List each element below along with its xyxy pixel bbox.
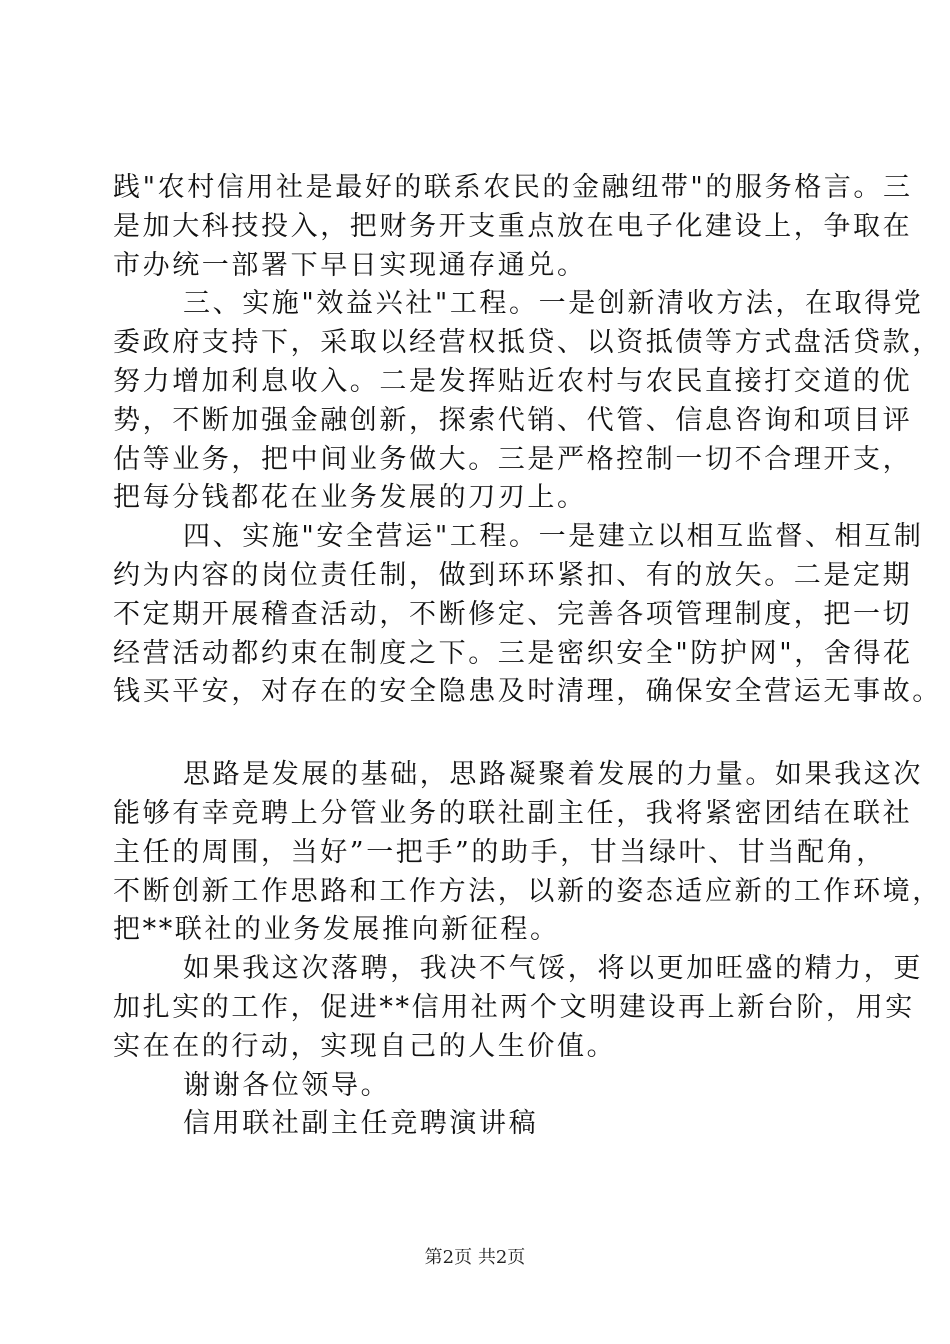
text-line: 主任的周围，当好”一把手”的助手，甘当绿叶、甘当配角，: [113, 836, 886, 868]
text-line: 是加大科技投入，把财务开支重点放在电子化建设上，争取在: [113, 210, 913, 242]
closing-thanks: 谢谢各位领导。: [183, 1069, 391, 1101]
text-line: 实在在的行动，实现自己的人生价值。: [113, 1030, 617, 1062]
paragraph-4: [113, 756, 942, 950]
text-line: 市办统一部署下早日实现通存通兑。: [113, 249, 587, 281]
text-line: 委政府支持下，采取以经营权抵贷、以资抵债等方式盘活贷款，: [113, 327, 942, 359]
text-line: 不断创新工作思路和工作方法，以新的姿态适应新的工作环境，: [113, 875, 942, 907]
page-number-footer: 第2页 共2页: [424, 1247, 526, 1268]
document-body: [113, 169, 942, 1144]
paragraph-closing: [113, 1067, 848, 1106]
text-line: 估等业务，把中间业务做大。三是严格控制一切不合理开支，: [113, 443, 913, 475]
text-line: 加扎实的工作，促进**信用社两个文明建设再上新台阶，用实: [113, 991, 915, 1023]
text-line: 把**联社的业务发展推向新征程。: [113, 914, 560, 946]
text-line: 不定期开展稽查活动，不断修定、完善各项管理制度，把一切: [113, 598, 913, 630]
paragraph-1: [113, 169, 913, 285]
paragraph-5: [113, 950, 923, 1066]
paragraph-title-tail: [113, 1105, 848, 1144]
text-line: 经营活动都约束在制度之下。三是密织安全"防护网"，舍得花: [113, 637, 913, 669]
text-line: 把每分钱都花在业务发展的刀刃上。: [113, 482, 587, 514]
document-title-line: 信用联社副主任竞聘演讲稿: [183, 1108, 539, 1140]
text-line: 三、实施"效益兴社"工程。一是创新清收方法，在取得党: [183, 288, 924, 320]
text-line: 如果我这次落聘，我决不气馁，将以更加旺盛的精力，更: [183, 953, 923, 985]
text-line: 四、实施"安全营运"工程。一是建立以相互监督、相互制: [183, 521, 924, 553]
text-line: 钱买平安，对存在的安全隐患及时清理，确保安全营运无事故。: [113, 676, 942, 708]
paragraph-spacer: [113, 712, 848, 756]
text-line: 努力增加利息收入。二是发挥贴近农村与农民直接打交道的优: [113, 365, 913, 397]
text-line: 践"农村信用社是最好的联系农民的金融纽带"的服务格言。三: [113, 172, 913, 203]
text-line: 思路是发展的基础，思路凝聚着发展的力量。如果我这次: [183, 759, 923, 791]
text-line: 势，不断加强金融创新，探索代销、代管、信息咨询和项目评: [113, 404, 913, 436]
text-line: 约为内容的岗位责任制，做到环环紧扣、有的放矢。二是定期: [113, 559, 913, 591]
paragraph-3: [113, 518, 942, 712]
text-line: 能够有幸竞聘上分管业务的联社副主任，我将紧密团结在联社: [113, 797, 913, 829]
paragraph-2: [113, 285, 942, 518]
